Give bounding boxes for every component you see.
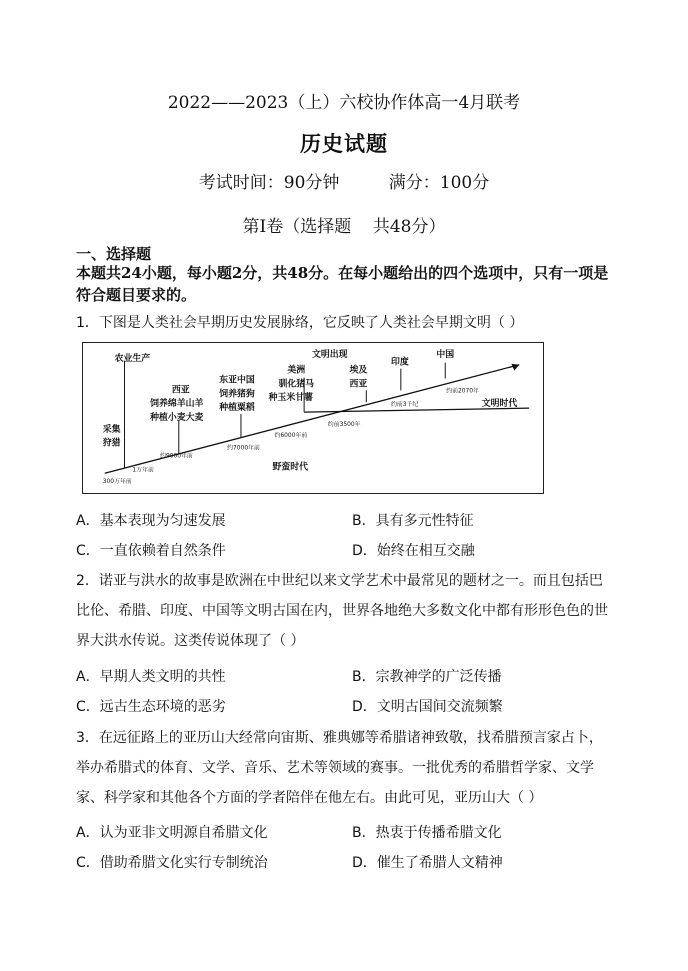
label-civ-emerge: 文明出现 <box>312 349 348 360</box>
section-instruction: 本题共24小题，每小题2分，共48分。在每小题给出的四个选项中，只有一项是符合题目要求的。 <box>76 264 609 304</box>
label-gather-2: 狩猎 <box>102 438 121 449</box>
label-gather-1: 采集 <box>102 424 121 435</box>
label-westasia-3: 种植小麦大麦 <box>150 412 204 423</box>
question-3-stem: 3．在远征路上的亚历山大经常向宙斯、雅典娜等希腊诸神致敬，找希腊预言家占卜，举办希腊式的体育、文学、音乐、艺术等领域的赛事。一批优秀的希腊哲学家、文学家、科学家和其他各个方面的学者陪伴在他左右。由此可见，亚历山大（ ） <box>76 730 603 806</box>
question-1-stem: 1．下图是人类社会早期历史发展脉络，它反映了人类社会早期文明（ ） <box>76 315 524 331</box>
time-label-6: 约前3500年 <box>327 421 361 428</box>
timeline-svg <box>83 343 543 493</box>
timeline-arrowhead <box>511 364 519 371</box>
question-2-stem: 2．诺亚与洪水的故事是欧洲在中世纪以来文学艺术中最常见的题材之一。而且包括巴比伦、希腊、印度、中国等文明古国在内，世界各地绝大多数文化中都有形形色色的世界大洪水传说。这类传说体现了（ ） <box>76 573 608 649</box>
label-civ-era: 文明时代 <box>481 399 518 410</box>
q3-option-d[interactable]: D．催生了希腊人文精神 <box>352 855 503 871</box>
section-title: 一、选择题 <box>76 245 152 263</box>
q2-option-b[interactable]: B．宗教神学的广泛传播 <box>352 669 502 685</box>
label-egypt-1: 埃及 <box>349 365 368 376</box>
volume-title: 第Ⅰ卷（选择题 共48分） <box>242 217 446 237</box>
label-americas-3: 种玉米甘薯 <box>268 393 313 404</box>
exam-meta <box>0 168 688 193</box>
time-label-4: 约7000年前 <box>227 445 260 452</box>
label-eastasia-3: 种植粟稻 <box>219 403 255 414</box>
label-barbarian: 野蛮时代 <box>272 462 309 473</box>
q2-option-d[interactable]: D．文明古国间交流频繁 <box>352 699 503 715</box>
label-eastasia-1: 东亚中国 <box>219 375 255 386</box>
q1-option-d[interactable]: D．始终在相互交融 <box>352 543 475 559</box>
label-india: 印度 <box>390 357 409 368</box>
label-eastasia-2: 饲养猪狗 <box>219 389 255 400</box>
q3-option-b[interactable]: B．热衷于传播希腊文化 <box>352 825 502 841</box>
q2-option-c[interactable]: C．远古生态环境的恶劣 <box>76 699 226 715</box>
label-americas-1: 美洲 <box>287 365 306 376</box>
q1-option-b[interactable]: B．具有多元性特征 <box>352 513 474 529</box>
label-westasia-1: 西亚 <box>171 385 190 396</box>
time-label-5: 约6000年前 <box>274 432 308 439</box>
time-label-2: 1万年前 <box>132 467 154 474</box>
label-china: 中国 <box>436 349 455 360</box>
q2-option-a[interactable]: A．早期人类文明的共性 <box>76 669 226 685</box>
time-label-3: 约9000年前 <box>160 453 193 460</box>
label-agri: 农业生产 <box>114 353 151 364</box>
time-label-8: 约前2070年 <box>446 388 479 395</box>
exam-score: 满分：100分 <box>388 173 490 193</box>
q1-option-a[interactable]: A．基本表现为匀速发展 <box>76 513 226 529</box>
time-label-1: 300万年前 <box>102 479 132 486</box>
label-egypt-2: 西亚 <box>349 379 368 390</box>
q3-option-a[interactable]: A．认为亚非文明源自希腊文化 <box>76 825 268 841</box>
q1-option-c[interactable]: C．一直依赖着自然条件 <box>76 543 226 559</box>
label-westasia-2: 饲养绵羊山羊 <box>150 399 204 410</box>
exam-time: 考试时间：90分钟 <box>198 173 340 193</box>
history-timeline-figure <box>82 342 544 494</box>
time-label-7: 约前3千纪 <box>390 402 419 409</box>
label-americas-2: 驯化猪马 <box>278 379 314 390</box>
subject-title: 历史试题 <box>300 131 388 156</box>
q3-option-c[interactable]: C．借助希腊文化实行专制统治 <box>76 855 268 871</box>
exam-title: 2022——2023（上）六校协作体高一4月联考 <box>167 93 521 113</box>
